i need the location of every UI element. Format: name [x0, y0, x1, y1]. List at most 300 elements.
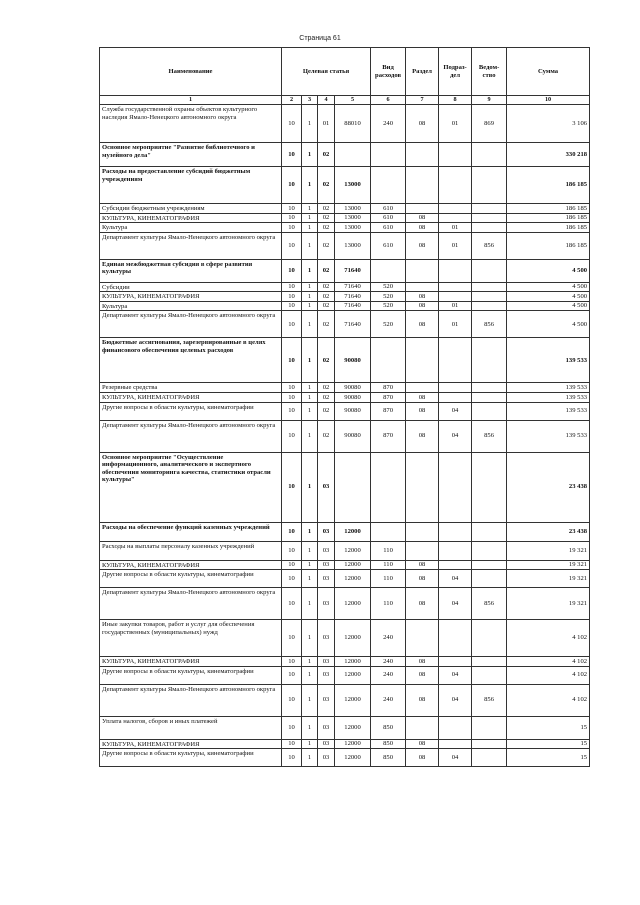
article-code-cell: 12000 — [335, 570, 371, 588]
article-group-cell: 10 — [282, 570, 302, 588]
amount-cell: 186 185 — [507, 223, 590, 233]
article-sub-cell: 1 — [302, 383, 318, 393]
article-item-cell: 02 — [318, 393, 335, 403]
section-cell: 08 — [406, 292, 439, 302]
section-cell — [406, 338, 439, 383]
department-cell — [472, 522, 507, 541]
expense-type-cell: 610 — [371, 232, 406, 259]
article-code-cell: 12000 — [335, 716, 371, 739]
table-row — [100, 292, 590, 302]
section-cell: 08 — [406, 739, 439, 749]
expense-type-cell — [371, 522, 406, 541]
article-code-cell: 90080 — [335, 420, 371, 452]
article-code-cell: 12000 — [335, 684, 371, 716]
article-sub-cell: 1 — [302, 213, 318, 223]
department-cell — [472, 282, 507, 292]
department-cell — [472, 301, 507, 311]
table-row — [100, 311, 590, 338]
row-name-cell: Расходы на обеспечение функций казенных учреждений — [100, 522, 282, 541]
article-sub-cell: 1 — [302, 393, 318, 403]
article-sub-cell: 1 — [302, 282, 318, 292]
article-group-cell: 10 — [282, 232, 302, 259]
article-code-cell: 12000 — [335, 522, 371, 541]
amount-cell: 15 — [507, 739, 590, 749]
col-number: 5 — [335, 96, 371, 105]
row-name-cell: Другие вопросы в области культуры, кинематографии — [100, 749, 282, 767]
expense-type-cell: 520 — [371, 282, 406, 292]
section-cell — [406, 167, 439, 204]
article-group-cell: 10 — [282, 143, 302, 167]
article-code-cell: 12000 — [335, 657, 371, 667]
article-sub-cell: 1 — [302, 105, 318, 143]
section-cell: 08 — [406, 402, 439, 420]
col-number: 2 — [282, 96, 302, 105]
article-sub-cell: 1 — [302, 204, 318, 214]
subsection-cell — [439, 259, 472, 282]
department-cell — [472, 259, 507, 282]
section-cell: 08 — [406, 311, 439, 338]
subsection-cell — [439, 452, 472, 522]
expense-type-cell — [371, 338, 406, 383]
page-label: Страница 61 — [299, 35, 341, 42]
table-row — [100, 452, 590, 522]
article-group-cell: 10 — [282, 716, 302, 739]
row-name-cell: Субсидии бюджетным учреждениям — [100, 204, 282, 214]
department-cell — [472, 383, 507, 393]
article-sub-cell: 1 — [302, 588, 318, 620]
subsection-cell: 04 — [439, 402, 472, 420]
article-group-cell: 10 — [282, 666, 302, 684]
article-code-cell: 13000 — [335, 223, 371, 233]
table-row — [100, 223, 590, 233]
table-row — [100, 143, 590, 167]
article-group-cell: 10 — [282, 541, 302, 560]
article-item-cell: 03 — [318, 666, 335, 684]
subsection-cell — [439, 338, 472, 383]
section-cell: 08 — [406, 657, 439, 667]
section-cell — [406, 259, 439, 282]
article-code-cell: 90080 — [335, 402, 371, 420]
row-name-cell: Резервные средства — [100, 383, 282, 393]
amount-cell: 15 — [507, 716, 590, 739]
table-row — [100, 383, 590, 393]
table-row — [100, 620, 590, 657]
department-cell: 869 — [472, 105, 507, 143]
department-cell — [472, 716, 507, 739]
expense-type-cell: 850 — [371, 749, 406, 767]
department-cell — [472, 666, 507, 684]
article-item-cell: 03 — [318, 452, 335, 522]
article-code-cell: 12000 — [335, 588, 371, 620]
amount-cell: 139 533 — [507, 402, 590, 420]
expense-type-cell: 870 — [371, 393, 406, 403]
table-row — [100, 301, 590, 311]
table-row — [100, 570, 590, 588]
section-cell: 08 — [406, 749, 439, 767]
row-name-cell: КУЛЬТУРА, КИНЕМАТОГРАФИЯ — [100, 213, 282, 223]
article-item-cell: 02 — [318, 282, 335, 292]
article-item-cell: 03 — [318, 749, 335, 767]
section-cell — [406, 716, 439, 739]
subsection-cell: 01 — [439, 232, 472, 259]
col-header-subsection: Подраз-дел — [439, 48, 472, 96]
table-row — [100, 232, 590, 259]
amount-cell: 19 321 — [507, 560, 590, 570]
article-group-cell: 10 — [282, 204, 302, 214]
article-group-cell: 10 — [282, 282, 302, 292]
article-code-cell: 13000 — [335, 204, 371, 214]
col-number: 3 — [302, 96, 318, 105]
expense-type-cell: 850 — [371, 739, 406, 749]
table-row — [100, 167, 590, 204]
subsection-cell — [439, 657, 472, 667]
section-cell — [406, 383, 439, 393]
subsection-cell: 04 — [439, 749, 472, 767]
subsection-cell: 01 — [439, 223, 472, 233]
subsection-cell — [439, 282, 472, 292]
amount-cell: 139 533 — [507, 383, 590, 393]
article-item-cell: 03 — [318, 620, 335, 657]
article-sub-cell: 1 — [302, 749, 318, 767]
section-cell: 08 — [406, 684, 439, 716]
amount-cell: 23 438 — [507, 522, 590, 541]
department-cell — [472, 213, 507, 223]
article-code-cell: 90080 — [335, 383, 371, 393]
expense-type-cell: 520 — [371, 311, 406, 338]
article-item-cell: 02 — [318, 301, 335, 311]
expense-type-cell: 110 — [371, 588, 406, 620]
subsection-cell — [439, 292, 472, 302]
table-row — [100, 105, 590, 143]
article-item-cell: 02 — [318, 292, 335, 302]
article-item-cell: 03 — [318, 541, 335, 560]
amount-cell: 139 533 — [507, 338, 590, 383]
article-item-cell: 03 — [318, 657, 335, 667]
subsection-cell: 04 — [439, 420, 472, 452]
article-sub-cell: 1 — [302, 522, 318, 541]
col-header-department: Ведом-ство — [472, 48, 507, 96]
amount-cell: 19 321 — [507, 541, 590, 560]
article-group-cell: 10 — [282, 213, 302, 223]
section-cell — [406, 204, 439, 214]
subsection-cell — [439, 522, 472, 541]
amount-cell: 4 500 — [507, 301, 590, 311]
article-item-cell: 02 — [318, 204, 335, 214]
table-row — [100, 588, 590, 620]
subsection-cell — [439, 204, 472, 214]
article-group-cell: 10 — [282, 292, 302, 302]
article-group-cell: 10 — [282, 522, 302, 541]
table-row — [100, 749, 590, 767]
section-cell: 08 — [406, 301, 439, 311]
row-name-cell: Основное мероприятие "Развитие библиотечного и музейного дела" — [100, 143, 282, 167]
col-number: 6 — [371, 96, 406, 105]
article-group-cell: 10 — [282, 739, 302, 749]
row-name-cell: Департамент культуры Ямало-Ненецкого автономного округа — [100, 420, 282, 452]
article-code-cell: 12000 — [335, 620, 371, 657]
expense-type-cell: 850 — [371, 716, 406, 739]
table-row — [100, 716, 590, 739]
department-cell — [472, 570, 507, 588]
expense-type-cell: 520 — [371, 301, 406, 311]
expense-type-cell: 870 — [371, 402, 406, 420]
row-name-cell: Бюджетные ассигнования, зарезервированные в целях финансового обеспечения целевых расходов — [100, 338, 282, 383]
expense-type-cell: 240 — [371, 657, 406, 667]
article-group-cell: 10 — [282, 338, 302, 383]
subsection-cell: 04 — [439, 666, 472, 684]
subsection-cell — [439, 560, 472, 570]
article-sub-cell: 1 — [302, 716, 318, 739]
row-name-cell: Единая межбюджетная субсидия в сфере развития культуры — [100, 259, 282, 282]
article-sub-cell: 1 — [302, 452, 318, 522]
row-name-cell: КУЛЬТУРА, КИНЕМАТОГРАФИЯ — [100, 560, 282, 570]
subsection-cell — [439, 739, 472, 749]
table-row — [100, 522, 590, 541]
article-sub-cell: 1 — [302, 338, 318, 383]
department-cell — [472, 402, 507, 420]
department-cell — [472, 393, 507, 403]
table-row — [100, 684, 590, 716]
amount-cell: 4 102 — [507, 657, 590, 667]
article-item-cell: 01 — [318, 105, 335, 143]
article-sub-cell: 1 — [302, 259, 318, 282]
article-code-cell: 12000 — [335, 541, 371, 560]
article-group-cell: 10 — [282, 301, 302, 311]
department-cell: 856 — [472, 684, 507, 716]
col-number: 9 — [472, 96, 507, 105]
article-sub-cell: 1 — [302, 657, 318, 667]
article-code-cell: 12000 — [335, 560, 371, 570]
department-cell — [472, 749, 507, 767]
department-cell: 856 — [472, 420, 507, 452]
article-item-cell: 02 — [318, 420, 335, 452]
row-name-cell: КУЛЬТУРА, КИНЕМАТОГРАФИЯ — [100, 292, 282, 302]
article-item-cell: 02 — [318, 383, 335, 393]
article-item-cell: 02 — [318, 402, 335, 420]
expense-type-cell — [371, 259, 406, 282]
section-cell — [406, 143, 439, 167]
amount-cell: 4 500 — [507, 292, 590, 302]
header-row — [100, 48, 590, 96]
row-name-cell: Департамент культуры Ямало-Ненецкого автономного округа — [100, 684, 282, 716]
table-row — [100, 541, 590, 560]
article-code-cell: 71640 — [335, 311, 371, 338]
article-code-cell: 71640 — [335, 301, 371, 311]
subsection-cell — [439, 213, 472, 223]
amount-cell: 3 106 — [507, 105, 590, 143]
expense-type-cell: 240 — [371, 684, 406, 716]
article-group-cell: 10 — [282, 588, 302, 620]
col-header-expense-type: Вид расходов — [371, 48, 406, 96]
row-name-cell: Другие вопросы в области культуры, кинематографии — [100, 402, 282, 420]
section-cell: 08 — [406, 213, 439, 223]
article-group-cell: 10 — [282, 383, 302, 393]
table-row — [100, 259, 590, 282]
amount-cell: 19 321 — [507, 570, 590, 588]
amount-cell: 4 102 — [507, 684, 590, 716]
article-group-cell: 10 — [282, 311, 302, 338]
amount-cell: 330 218 — [507, 143, 590, 167]
article-sub-cell: 1 — [302, 541, 318, 560]
amount-cell: 4 500 — [507, 311, 590, 338]
subsection-cell — [439, 167, 472, 204]
expense-type-cell: 240 — [371, 620, 406, 657]
department-cell — [472, 739, 507, 749]
subsection-cell: 01 — [439, 311, 472, 338]
section-cell: 08 — [406, 560, 439, 570]
article-group-cell: 10 — [282, 684, 302, 716]
amount-cell: 139 533 — [507, 393, 590, 403]
expense-type-cell: 520 — [371, 292, 406, 302]
article-sub-cell: 1 — [302, 684, 318, 716]
article-group-cell: 10 — [282, 420, 302, 452]
table-row — [100, 657, 590, 667]
expense-type-cell: 870 — [371, 383, 406, 393]
article-item-cell: 02 — [318, 213, 335, 223]
amount-cell: 4 500 — [507, 259, 590, 282]
col-header-target-article: Целевая статья — [282, 48, 371, 96]
article-sub-cell: 1 — [302, 620, 318, 657]
expense-type-cell: 610 — [371, 204, 406, 214]
expense-type-cell: 240 — [371, 666, 406, 684]
department-cell: 856 — [472, 588, 507, 620]
article-item-cell: 02 — [318, 223, 335, 233]
col-header-section: Раздел — [406, 48, 439, 96]
amount-cell: 139 533 — [507, 420, 590, 452]
budget-table — [99, 47, 590, 767]
article-item-cell: 03 — [318, 739, 335, 749]
article-group-cell: 10 — [282, 657, 302, 667]
article-group-cell: 10 — [282, 452, 302, 522]
amount-cell: 186 185 — [507, 167, 590, 204]
article-code-cell: 12000 — [335, 749, 371, 767]
expense-type-cell: 610 — [371, 223, 406, 233]
department-cell — [472, 223, 507, 233]
table-body — [100, 105, 590, 767]
row-name-cell: Департамент культуры Ямало-Ненецкого автономного округа — [100, 588, 282, 620]
table-row — [100, 393, 590, 403]
article-sub-cell: 1 — [302, 560, 318, 570]
article-sub-cell: 1 — [302, 311, 318, 338]
section-cell: 08 — [406, 570, 439, 588]
expense-type-cell: 110 — [371, 541, 406, 560]
article-code-cell: 12000 — [335, 739, 371, 749]
article-group-cell: 10 — [282, 167, 302, 204]
column-number-row — [100, 96, 590, 105]
subsection-cell: 04 — [439, 684, 472, 716]
section-cell — [406, 452, 439, 522]
row-name-cell: КУЛЬТУРА, КИНЕМАТОГРАФИЯ — [100, 657, 282, 667]
article-group-cell: 10 — [282, 560, 302, 570]
expense-type-cell: 240 — [371, 105, 406, 143]
article-item-cell: 02 — [318, 338, 335, 383]
section-cell — [406, 282, 439, 292]
col-number: 1 — [100, 96, 282, 105]
table-row — [100, 420, 590, 452]
article-item-cell: 03 — [318, 716, 335, 739]
expense-type-cell: 110 — [371, 560, 406, 570]
article-code-cell: 13000 — [335, 167, 371, 204]
table-row — [100, 666, 590, 684]
article-code-cell: 71640 — [335, 292, 371, 302]
article-code-cell: 90080 — [335, 393, 371, 403]
row-name-cell: Другие вопросы в области культуры, кинематографии — [100, 666, 282, 684]
amount-cell: 186 185 — [507, 204, 590, 214]
section-cell: 08 — [406, 105, 439, 143]
article-group-cell: 10 — [282, 223, 302, 233]
subsection-cell: 01 — [439, 301, 472, 311]
article-code-cell: 12000 — [335, 666, 371, 684]
section-cell: 08 — [406, 393, 439, 403]
article-item-cell: 02 — [318, 167, 335, 204]
amount-cell: 186 185 — [507, 213, 590, 223]
article-item-cell: 03 — [318, 560, 335, 570]
section-cell: 08 — [406, 666, 439, 684]
department-cell: 856 — [472, 232, 507, 259]
subsection-cell: 04 — [439, 588, 472, 620]
section-cell — [406, 620, 439, 657]
section-cell — [406, 541, 439, 560]
article-sub-cell: 1 — [302, 739, 318, 749]
amount-cell: 4 102 — [507, 666, 590, 684]
article-sub-cell: 1 — [302, 420, 318, 452]
table-row — [100, 282, 590, 292]
row-name-cell: Иные закупки товаров, работ и услуг для обеспечения государственных (муниципальных) нужд — [100, 620, 282, 657]
expense-type-cell: 610 — [371, 213, 406, 223]
department-cell — [472, 560, 507, 570]
expense-type-cell: 870 — [371, 420, 406, 452]
article-code-cell: 13000 — [335, 232, 371, 259]
table-row — [100, 739, 590, 749]
expense-type-cell — [371, 167, 406, 204]
amount-cell: 15 — [507, 749, 590, 767]
article-sub-cell: 1 — [302, 666, 318, 684]
article-sub-cell: 1 — [302, 167, 318, 204]
section-cell — [406, 522, 439, 541]
col-number: 8 — [439, 96, 472, 105]
article-sub-cell: 1 — [302, 570, 318, 588]
article-item-cell: 03 — [318, 684, 335, 716]
row-name-cell: Департамент культуры Ямало-Ненецкого автономного округа — [100, 311, 282, 338]
expense-type-cell — [371, 143, 406, 167]
row-name-cell: КУЛЬТУРА, КИНЕМАТОГРАФИЯ — [100, 393, 282, 403]
expense-type-cell: 110 — [371, 570, 406, 588]
article-code-cell — [335, 143, 371, 167]
amount-cell: 19 321 — [507, 588, 590, 620]
department-cell — [472, 167, 507, 204]
article-sub-cell: 1 — [302, 292, 318, 302]
table-row — [100, 402, 590, 420]
row-name-cell: Культура — [100, 301, 282, 311]
article-group-cell: 10 — [282, 259, 302, 282]
department-cell — [472, 452, 507, 522]
section-cell: 08 — [406, 420, 439, 452]
col-number: 7 — [406, 96, 439, 105]
col-number: 10 — [507, 96, 590, 105]
article-sub-cell: 1 — [302, 143, 318, 167]
article-group-cell: 10 — [282, 105, 302, 143]
department-cell: 856 — [472, 311, 507, 338]
amount-cell: 23 438 — [507, 452, 590, 522]
article-item-cell: 02 — [318, 311, 335, 338]
article-item-cell: 03 — [318, 588, 335, 620]
row-name-cell: КУЛЬТУРА, КИНЕМАТОГРАФИЯ — [100, 739, 282, 749]
article-code-cell: 88010 — [335, 105, 371, 143]
row-name-cell: Расходы на предоставление субсидий бюджетным учреждениям — [100, 167, 282, 204]
col-header-amount: Сумма — [507, 48, 590, 96]
article-item-cell: 02 — [318, 143, 335, 167]
article-code-cell: 13000 — [335, 213, 371, 223]
